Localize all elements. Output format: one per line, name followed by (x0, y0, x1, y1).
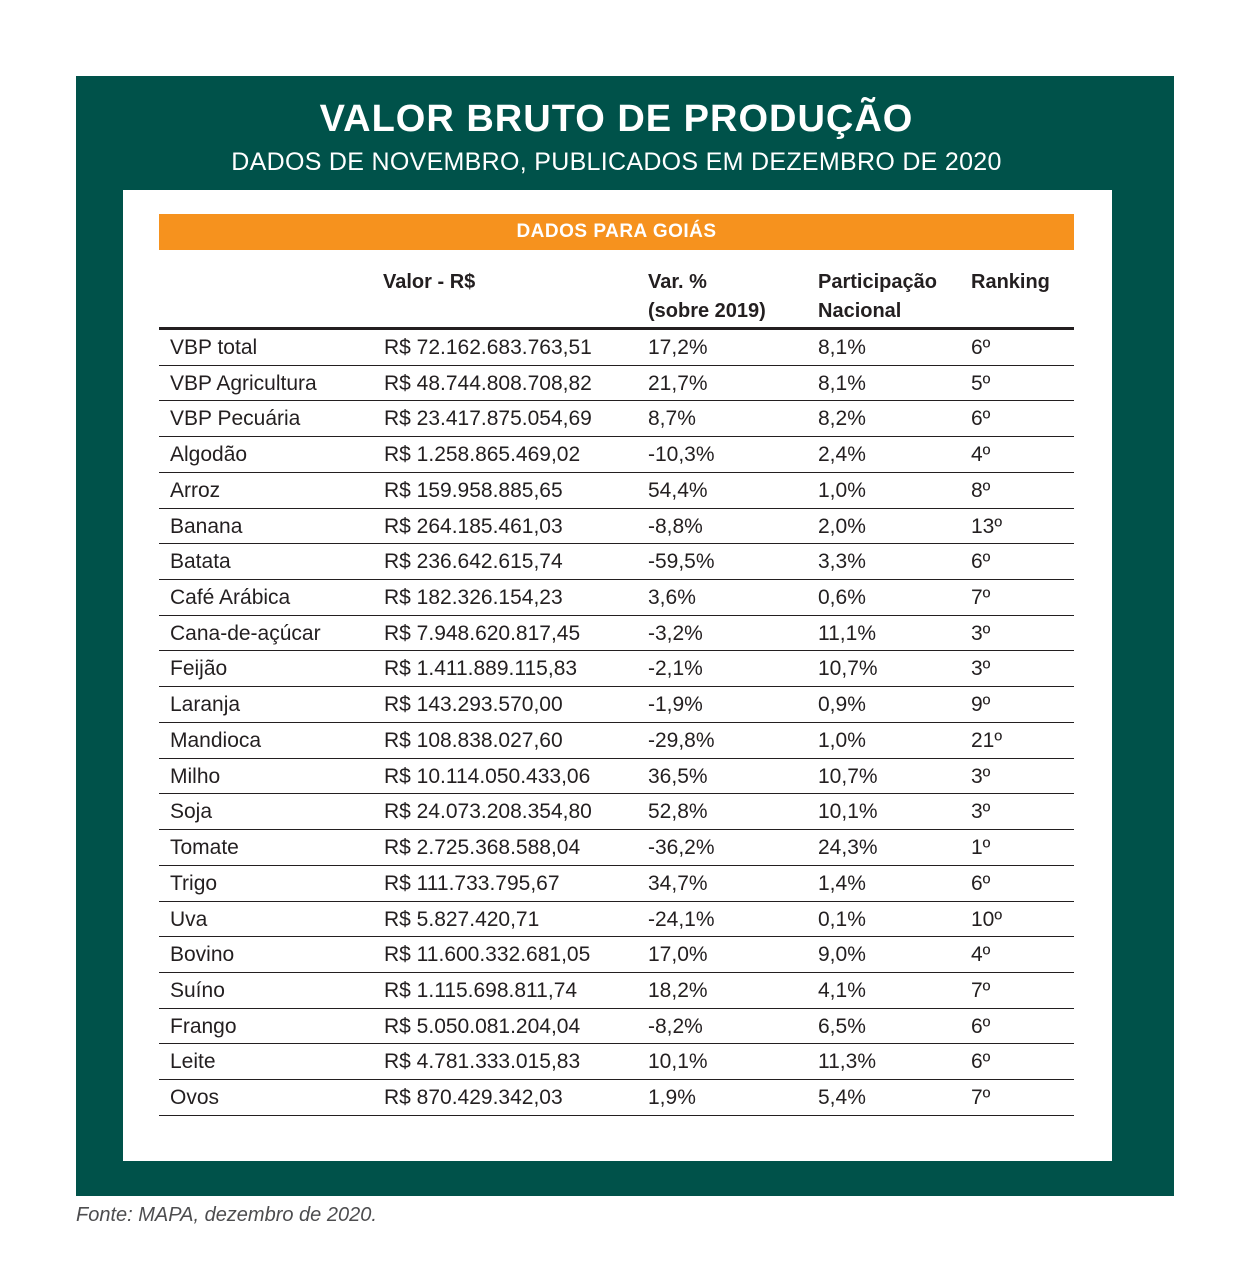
row-variacao: 54,4% (648, 478, 708, 502)
row-ranking: 7º (971, 978, 991, 1002)
table-row (159, 1009, 1074, 1045)
row-name: Algodão (170, 443, 248, 467)
table-row (159, 1080, 1074, 1116)
row-ranking: 3º (971, 764, 991, 788)
source-note: Fonte: MAPA, dezembro de 2020. (76, 1204, 377, 1226)
column-header-valor-label: Valor - R$ (383, 271, 476, 293)
row-ranking: 10º (971, 907, 1003, 931)
row-ranking: 3º (971, 800, 991, 824)
table-row (159, 973, 1074, 1009)
table-row (159, 651, 1074, 687)
row-ranking: 6º (971, 407, 991, 431)
row-participacao: 10,7% (818, 657, 878, 681)
row-valor: R$ 5.050.081.204,04 (384, 1014, 581, 1038)
row-valor: R$ 182.326.154,23 (384, 586, 563, 610)
row-name: Ovos (170, 1086, 220, 1110)
row-name: Mandioca (170, 728, 262, 752)
row-participacao: 3,3% (818, 550, 866, 574)
row-valor: R$ 10.114.050.433,06 (384, 764, 591, 788)
row-valor: R$ 7.948.620.817,45 (384, 621, 581, 645)
row-ranking: 21º (971, 728, 1003, 752)
row-ranking: 6º (971, 871, 991, 895)
row-name: Soja (170, 800, 213, 824)
row-variacao: 21,7% (648, 371, 708, 395)
row-variacao: -8,8% (648, 514, 703, 538)
row-name: VBP total (170, 336, 258, 359)
table-row (159, 830, 1074, 866)
row-participacao: 1,4% (818, 871, 866, 895)
row-variacao: -10,3% (648, 443, 715, 467)
row-name: Café Arábica (170, 586, 291, 610)
table-row (159, 902, 1074, 938)
row-participacao: 11,3% (818, 1050, 876, 1074)
table-row (159, 580, 1074, 616)
row-valor: R$ 72.162.683.763,51 (384, 336, 592, 359)
row-name: VBP Pecuária (170, 407, 301, 431)
table-row (159, 437, 1074, 473)
row-valor: R$ 1.115.698.811,74 (384, 978, 578, 1002)
row-ranking: 4º (971, 443, 991, 467)
row-ranking: 9º (971, 693, 991, 717)
column-header-valor (383, 268, 475, 297)
row-valor: R$ 1.411.889.115,83 (384, 657, 578, 681)
row-participacao: 11,1% (818, 621, 876, 645)
row-variacao: -29,8% (648, 728, 715, 752)
row-participacao: 9,0% (818, 943, 866, 967)
row-variacao: 3,6% (648, 586, 696, 610)
row-variacao: -59,5% (648, 550, 715, 574)
row-name: Feijão (170, 657, 228, 681)
table-row (159, 794, 1074, 830)
column-header-ranking (971, 268, 1050, 297)
row-name: Bovino (170, 943, 235, 967)
row-participacao: 1,0% (818, 478, 866, 502)
column-header-var (648, 268, 766, 326)
row-valor: R$ 111.733.795,67 (384, 871, 560, 895)
row-name: Tomate (170, 836, 239, 860)
row-participacao: 8,1% (818, 336, 866, 359)
row-valor: R$ 159.958.885,65 (384, 478, 563, 502)
row-valor: R$ 23.417.875.054,69 (384, 407, 592, 431)
row-variacao: -24,1% (648, 907, 715, 931)
row-name: VBP Agricultura (170, 371, 317, 395)
row-participacao: 0,1% (818, 907, 866, 931)
row-valor: R$ 11.600.332.681,05 (384, 943, 591, 967)
row-participacao: 24,3% (818, 836, 878, 860)
table-row (159, 937, 1074, 973)
row-ranking: 7º (971, 1086, 991, 1110)
column-header-participacao-line1: Participação (818, 271, 937, 293)
row-valor: R$ 264.185.461,03 (384, 514, 563, 538)
table-banner: DADOS PARA GOIÁS (159, 214, 1074, 250)
row-ranking: 4º (971, 943, 991, 967)
table-row (159, 366, 1074, 402)
row-participacao: 10,1% (818, 800, 878, 824)
row-participacao: 10,7% (818, 764, 878, 788)
row-ranking: 5º (971, 371, 991, 395)
page-title: VALOR BRUTO DE PRODUÇÃO (319, 98, 914, 140)
row-variacao: -36,2% (648, 836, 715, 860)
row-variacao: 8,7% (648, 407, 696, 431)
row-ranking: 6º (971, 336, 991, 359)
table-row (159, 723, 1074, 759)
row-participacao: 4,1% (818, 978, 866, 1002)
row-variacao: -8,2% (648, 1014, 703, 1038)
row-ranking: 8º (971, 478, 991, 502)
row-ranking: 1º (971, 836, 991, 860)
row-name: Leite (170, 1050, 216, 1074)
row-valor: R$ 2.725.368.588,04 (384, 836, 581, 860)
column-header-ranking-label: Ranking (971, 271, 1050, 293)
row-participacao: 5,4% (818, 1086, 866, 1110)
row-variacao: -1,9% (648, 693, 703, 717)
table-row (159, 616, 1074, 652)
row-ranking: 6º (971, 1050, 991, 1074)
row-ranking: 6º (971, 550, 991, 574)
column-header-var-line1: Var. % (648, 271, 707, 293)
column-header-participacao-line2: Nacional (818, 300, 902, 322)
row-variacao: 18,2% (648, 978, 708, 1002)
row-name: Suíno (170, 978, 225, 1002)
row-valor: R$ 143.293.570,00 (384, 693, 563, 717)
row-name: Milho (170, 764, 221, 788)
table-row (159, 473, 1074, 509)
row-name: Uva (170, 907, 208, 931)
table-row (159, 401, 1074, 437)
row-name: Banana (170, 514, 243, 538)
table-body (159, 330, 1074, 1116)
row-variacao: -3,2% (648, 621, 703, 645)
row-valor: R$ 1.258.865.469,02 (384, 443, 581, 467)
row-ranking: 3º (971, 657, 991, 681)
row-ranking: 7º (971, 586, 991, 610)
table-row (159, 866, 1074, 902)
row-variacao: 34,7% (648, 871, 708, 895)
row-ranking: 6º (971, 1014, 991, 1038)
row-participacao: 0,6% (818, 586, 866, 610)
row-name: Frango (170, 1014, 237, 1038)
row-ranking: 3º (971, 621, 991, 645)
column-header-var-line2: (sobre 2019) (648, 300, 766, 322)
row-name: Laranja (170, 693, 241, 717)
row-participacao: 6,5% (818, 1014, 866, 1038)
table-row (159, 509, 1074, 545)
row-variacao: -2,1% (648, 657, 703, 681)
row-participacao: 2,0% (818, 514, 866, 538)
row-name: Cana-de-açúcar (170, 621, 321, 645)
row-valor: R$ 5.827.420,71 (384, 907, 540, 931)
column-header-participacao (818, 268, 937, 326)
table-row (159, 687, 1074, 723)
table-row (159, 1044, 1074, 1080)
row-name: Trigo (170, 871, 218, 895)
row-variacao: 17,2% (648, 336, 708, 359)
row-name: Batata (170, 550, 231, 574)
table-row (159, 330, 1074, 366)
row-valor: R$ 870.429.342,03 (384, 1086, 563, 1110)
row-variacao: 36,5% (648, 764, 708, 788)
page-subtitle: DADOS DE NOVEMBRO, PUBLICADOS EM DEZEMBRO DE 2020 (231, 148, 1002, 176)
row-variacao: 10,1% (648, 1050, 708, 1074)
row-valor: R$ 48.744.808.708,82 (384, 371, 592, 395)
row-participacao: 8,1% (818, 371, 866, 395)
row-ranking: 13º (971, 514, 1003, 538)
row-participacao: 1,0% (818, 728, 866, 752)
row-name: Arroz (170, 478, 221, 502)
row-valor: R$ 24.073.208.354,80 (384, 800, 592, 824)
row-participacao: 8,2% (818, 407, 866, 431)
row-valor: R$ 4.781.333.015,83 (384, 1050, 581, 1074)
table-row (159, 544, 1074, 580)
row-variacao: 52,8% (648, 800, 708, 824)
row-valor: R$ 236.642.615,74 (384, 550, 563, 574)
row-participacao: 2,4% (818, 443, 866, 467)
row-valor: R$ 108.838.027,60 (384, 728, 563, 752)
row-participacao: 0,9% (818, 693, 866, 717)
table-row (159, 759, 1074, 795)
row-variacao: 1,9% (648, 1086, 696, 1110)
row-variacao: 17,0% (648, 943, 708, 967)
